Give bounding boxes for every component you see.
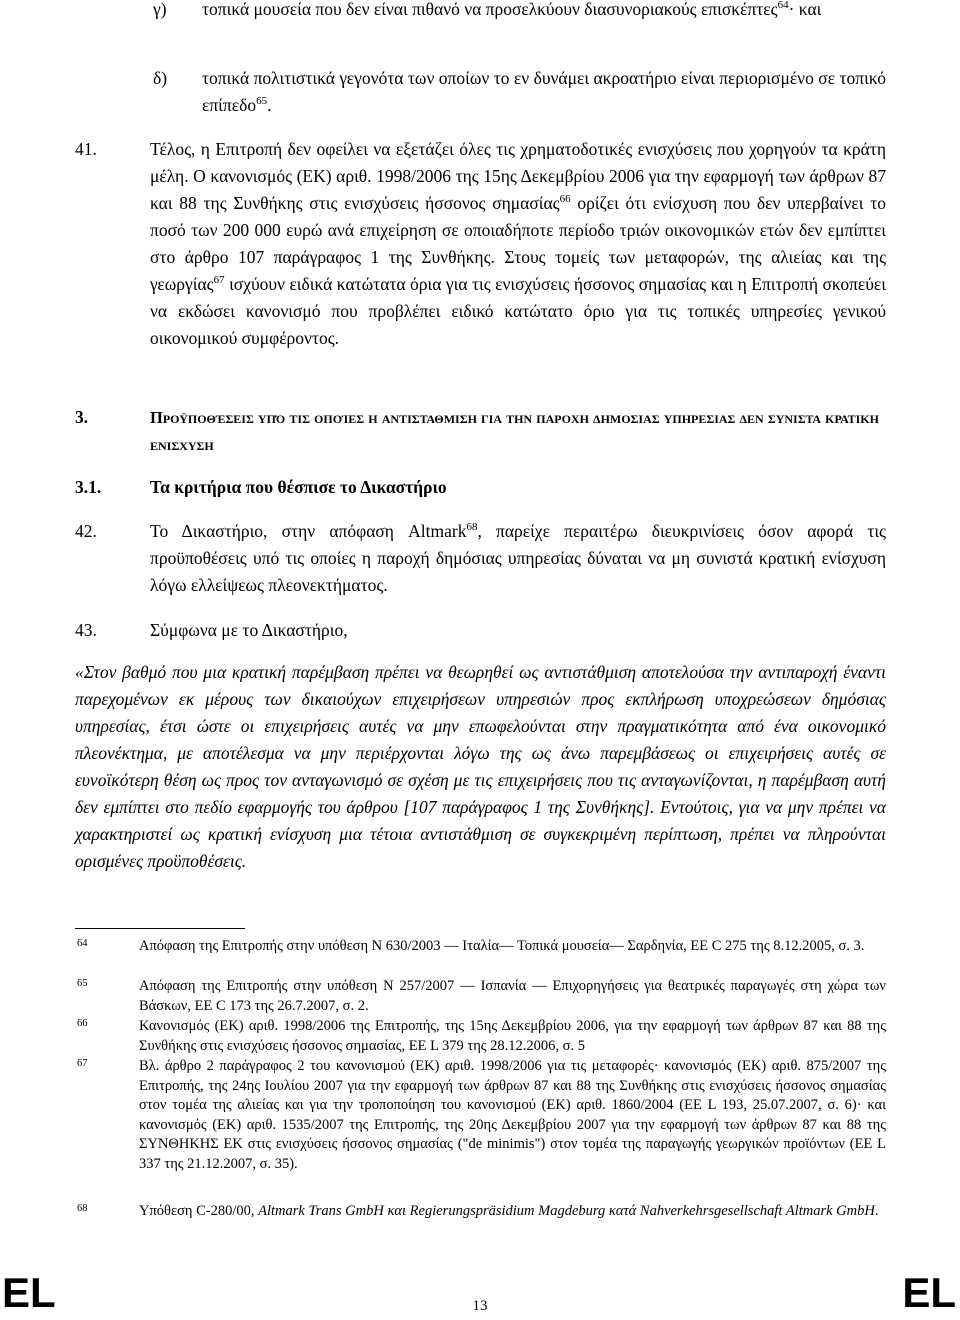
item-label-d: δ) [153,68,168,88]
paragraph-number-42: 42. [75,521,97,541]
footnote-68-case: Υπόθεση C-280/00, [139,1203,259,1219]
footnote-separator [75,928,245,929]
item-g-text [202,0,886,23]
footnote-number-66: 66 [77,1018,88,1029]
paragraph-41-part-a: Τέλος, η Επιτροπή δεν οφείλει να εξετάζει όλες τις χρηματοδοτικές ενισχύσεις που χορηγούν τα κράτη μέλη. Ο κανονισμός (ΕΚ) αριθ. 1998/2006 της 15ης Δεκεμβρίου 2006 για την εφαρμογή των άρθρων 87 και 88 της Συνθήκης στις ενισχύσεις ήσσονος σημασίας [150,139,886,213]
page-number: 13 [472,1298,488,1314]
paragraph-number-41: 41. [75,139,97,159]
paragraph-42-part-b: , παρείχε περαιτέρω διευκρινίσεις όσον αφορά τις προϋποθέσεις υπό τις οποίες η παροχή δημόσιας υπηρεσίας δύναται να μη συνιστά κρατική ενίσχυση λόγω ελλείψεως πλεονεκτήματος. [150,521,886,595]
item-d-body: τοπικά πολιτιστικά γεγονότα των οποίων το εν δυνάμει ακροατήριο είναι περιορισμένο σε τοπικό επίπεδο [202,68,886,115]
paragraph-number-43: 43. [75,620,97,640]
paragraph-41-part-c: ισχύουν ειδικά κατώτατα όρια για τις ενισχύσεις ήσσονος σημασίας και η Επιτροπή σκοπεύει να εκδώσει κανονισμό που προβλέπει ειδικό κατώτατο όριο για τις τοπικές υπηρεσίες γενικού οικονομικού συμφέροντος. [150,274,886,348]
section-3-1-title: Τα κριτήρια που θέσπισε το Δικαστήριο [150,477,447,497]
language-code-right: EL [902,1269,956,1316]
language-code-left: EL [2,1269,56,1316]
section-3-number: 3. [75,407,89,427]
item-g-tail: · και [788,0,822,19]
item-label-g: γ) [153,0,167,19]
footnote-66: Κανονισμός (ΕΚ) αριθ. 1998/2006 της Επιτροπής, της 15ης Δεκεμβρίου 2006, για την εφαρμογή των άρθρων 87 και 88 της Συνθήκης στις ενισχύσεις ήσσονος σημασίας, EE L 379 της 28.12.2006, σ. 5 [139,1018,886,1054]
footnote-ref-68[interactable]: 68 [466,521,478,533]
footnote-65: Απόφαση της Επιτροπής στην υπόθεση N 257/2007 — Ισπανία — Επιχορηγήσεις για θεατρικές παραγωγές στη χώρα των Βάσκων, EE C 173 της 26.7.2007, σ. 2. [139,978,886,1014]
footnote-number-64: 64 [77,938,88,949]
footnote-number-68: 68 [77,1203,88,1214]
paragraph-41 [150,136,886,352]
footnote-68-end: . [874,1203,879,1219]
item-d-tail: . [267,95,272,115]
paragraph-41-part-b: ορίζει ότι ενίσχυση που δεν υπερβαίνει το ποσό των 200 000 ευρώ ανά επιχείρηση σε οποιαδήποτε περίοδο τριών οικονομικών ετών δεν εμπίπτει στο άρθρο 107 παράγραφος 1 της Συνθήκης. Στους τομείς των μεταφορών, της αλιείας και της γεωργίας [150,193,887,294]
footnote-ref-66[interactable]: 66 [559,193,571,205]
court-quotation: «Στον βαθμό που μια κρατική παρέμβαση πρέπει να θεωρηθεί ως αντιστάθμιση αποτελούσα την αντιπαροχή έναντι παρεχομένων εκ μέρους των δικαιούχων επιχειρήσεων υπηρεσιών προς εκπλήρωση υποχρεώσεων δημόσιας υπηρεσίας, έτσι ώστε οι επιχειρήσεις αυτές να μην επωφελούνται στην πραγματικότητα από ένα οικονομικό πλεονέκτημα, με αποτέλεσμα να μην περιέρχονται λόγω της ως άνω παρεμβάσεως οι επιχειρήσεις αυτές σε ευνοϊκότερη θέση ως προς τον ανταγωνισμό σε σχέση με τις επιχειρήσεις που τις ανταγωνίζονται, η παρέμβαση αυτή δεν εμπίπτει στο πεδίο εφαρμογής του άρθρου [107 παράγραφος 1 της Συνθήκης]. Εντούτοις, για να μην πρέπει να χαρακτηριστεί ως κρατική ενίσχυση μια τέτοια αντιστάθμιση σε συγκεκριμένη περίπτωση, πρέπει να πληρούνται ορισμένες προϋποθέσεις. [75,662,886,871]
footnote-ref-64[interactable]: 64 [777,0,789,11]
footnote-number-65: 65 [77,978,88,989]
paragraph-42 [150,518,886,599]
footnote-ref-65[interactable]: 65 [256,95,268,107]
footnote-64: Απόφαση της Επιτροπής στην υπόθεση N 630/2003 — Ιταλία— Τοπικά μουσεία— Σαρδηνία, EE C 275 της 8.12.2005, σ. 3. [139,938,865,954]
item-g-body: τοπικά μουσεία που δεν είναι πιθανό να προσελκύουν διασυνοριακούς επισκέπτες [202,0,778,19]
footnote-ref-67[interactable]: 67 [213,274,225,286]
paragraph-42-part-a: Το Δικαστήριο, στην απόφαση Altmark [150,521,467,541]
footnote-67: Βλ. άρθρο 2 παράγραφος 2 του κανονισμού (ΕΚ) αριθ. 1998/2006 για τις μεταφορές· κανονισμός (ΕΚ) αριθ. 875/2007 της Επιτροπής, της 24ης Ιουλίου 2007 για την εφαρμογή των άρθρων 87 και 88 της Συνθήκης στις ενισχύσεις ήσσονος σημασίας στον τομέα της αλιείας και για την τροποποίηση του κανονισμού (ΕΚ) αριθ. 1860/2004 (EE L 193, 25.07.2007, σ. 6)· και κανονισμός (ΕΚ) αριθ. 1535/2007 της Επιτροπής, της 20ης Δεκεμβρίου 2007 για την εφαρμογή των άρθρων 87 και 88 της ΣΥΝΘΗΚΗΣ ΕΚ στις ενισχύσεις ήσσονος σημασίας ("de minimis") στον τομέα της παραγωγής γεωργικών προϊόντων (EE L 337 της 21.12.2007, σ. 35). [139,1058,886,1172]
paragraph-43: Σύμφωνα με το Δικαστήριο, [150,620,348,640]
section-3-1-number: 3.1. [75,477,102,497]
footnote-68-parties: Altmark Trans GmbH και Regierungspräsidium Magdeburg κατά Nahverkehrsgesellschaft Altmark GmbH [258,1203,875,1219]
footnote-number-67: 67 [77,1058,88,1069]
section-3-title: Προϋποθέσεις υπό τις οποίες η αντισταθμιση για την παροχη δημοσιας υπηρεσιας δεν συνιστα κρατικη ενισχυση [150,408,879,454]
footnote-68 [139,1202,886,1222]
item-d-text [202,65,886,119]
